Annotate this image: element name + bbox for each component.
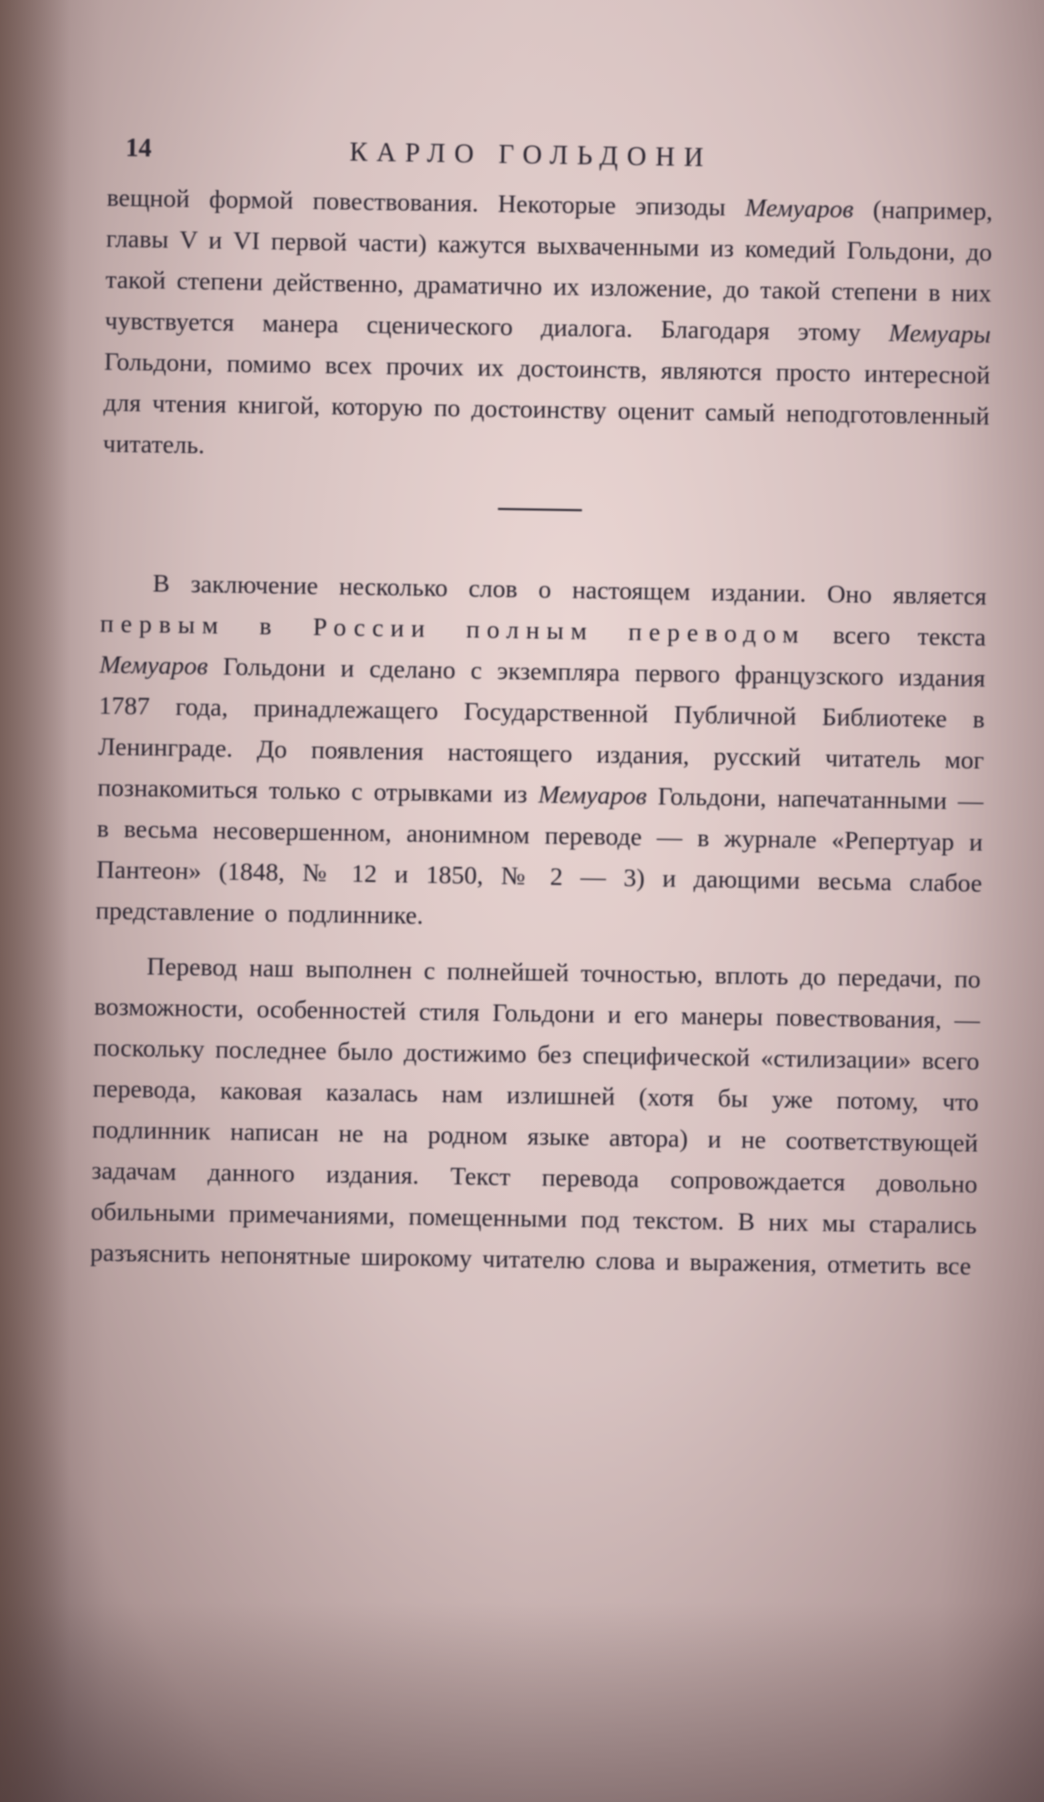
- paragraph-edition-note: [95, 562, 987, 945]
- text-run: вещной формой повествования. Некоторые эпизоды: [106, 182, 746, 222]
- running-head: [59, 120, 1020, 185]
- italic-title: Мемуары: [888, 318, 991, 349]
- italic-title: Мемуаров: [99, 649, 209, 681]
- section-divider: [498, 508, 582, 511]
- text-run: (например, главы V и VI первой части) кажутся выхваченными из комедий Гольдони, до такой степени действенно, драматично их изложение, до такой степени в них чувствуется манера сценического диалога. Благодаря этому: [104, 194, 993, 348]
- text-run: Гольдони, напечатанными — в весьма несовершенном, анонимном переводе — в журнале «Репертуар и Пантеон» (1848, № 12 и 1850, № 2 — 3) и дающими весьма слабое представление о подлиннике.: [95, 781, 984, 930]
- paragraph-translation-note: [90, 945, 981, 1287]
- text-run: Перевод наш выполнен с полнейшей точностью, вплоть до передачи, по возможности, особенностей стиля Гольдони и его манеры повествования, — поскольку последнее было достижимо без специфической «стилизации» всего перевода, каковая казалась нам излишней (хотя бы уже потому, что подлинник написан не на родном языке автора) и не соответствующей задачам данного издания. Текст перевода сопровождается довольно обильными примечаниями, помещенными под текстом. В них мы старались разъяснить непонятные широкому читателю слова и выражения, отметить все: [89, 951, 981, 1281]
- paragraph-continuation: [103, 177, 993, 478]
- book-page: [42, 120, 1020, 1287]
- spaced-emphasis: первым в России полным переводом: [99, 608, 806, 649]
- text-run: всего текста: [805, 619, 987, 652]
- text-run: В заключение несколько слов о настоящем издании. Оно является: [152, 568, 987, 611]
- running-title: КАРЛО ГОЛЬДОНИ: [349, 136, 713, 173]
- italic-title: Мемуаров: [538, 779, 648, 811]
- page-shadow-bottom: [0, 1602, 1044, 1802]
- text-run: Гольдони, помимо всех прочих их достоинств, являются просто интересной для чтения книгой, которую по достоинству оценит самый неподготовленный читатель.: [102, 346, 991, 460]
- page-number: 14: [125, 133, 152, 163]
- italic-title: Мемуаров: [744, 192, 854, 224]
- text-run: Гольдони и сделано с экземпляра первого французского издания 1787 года, принадлежащего Государственной Публичной Библиотеке в Ленинграде. До появления настоящего издания, русский читатель мог познакомиться только с отрывками из: [97, 651, 986, 809]
